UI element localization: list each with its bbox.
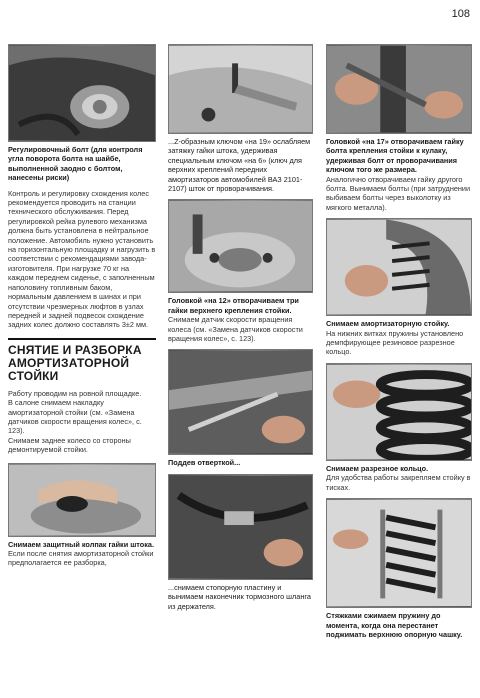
removing-strut-photo [326, 218, 472, 316]
caption-wrench: ...Z-образным ключом «на 19» ослабляем затяжку гайки штока, удерживая специальным ключом «на 6» (ключ для верхних креплений передних амортизаторов автомобилей ВАЗ 2101-2107) шток от проворачивания. [168, 137, 311, 194]
strut-mount-nuts-illustration [169, 200, 312, 292]
caption-screwdriver: Поддев отверткой... [168, 458, 241, 468]
caption-mount-nuts-text: Снимаем датчик скорости вращения колеса (см. «Замена датчиков скорости вращения колес», с. 123). [168, 315, 303, 344]
caption-removing-strut-text: На нижних витках пружины установлено демпфирующее резиновое разрезное кольцо. [326, 328, 464, 357]
brake-hose-illustration [169, 475, 312, 579]
shock-cap-photo [8, 463, 156, 537]
caption-mount-nuts: Головкой «на 12» отворачиваем три гайки верхнего крепления стойки. [168, 296, 299, 315]
brake-hose-photo [168, 474, 313, 580]
column-3 [326, 44, 472, 639]
caption-shock-cap: Снимаем защитный колпак гайки штока. [8, 539, 154, 549]
strut-knuckle-bolt-photo [326, 44, 472, 134]
strut-knuckle-bolt-illustration [327, 45, 471, 133]
alignment-paragraph: Контроль и регулировку схождения колес рекомендуется проводить на станции технического обслуживания. Перед регулировкой рейка рулевого механизма должна быть установлена в нейтральное положение. Автомобиль нужно установить на горизонтальную площадку и нагрузить в соответствии с рекомендациями завода-изготовителя. При нагрузке 70 кг на каждом переднем сиденье, с заполненным наполовину топливным баком, нормальным давлением в шинах и при отсутствии чрезмерных люфтов в узлах передней и задней подвесок схождение задних колес должно составлять 3±2 мм. [8, 188, 156, 330]
screwdriver-bracket-illustration [169, 350, 312, 454]
caption-knuckle-bolt-text: Аналогично отворачиваем гайку другого болта. Вынимаем болты (при затруднении выбиваем болты через выколотку из мягкого металла). [326, 174, 471, 212]
page-number: 108 [451, 8, 470, 20]
section-text: Работу проводим на ровной площадке. В салоне снимаем накладку амортизаторной стойки (см. «Замена датчиков скорости вращения колес», с. 123). Снимаем заднее колесо со стороны демонтируемой стойки. [8, 388, 142, 455]
column-1 [8, 44, 156, 574]
column-2 [168, 44, 313, 611]
section-divider [8, 338, 156, 340]
spring-ring-photo [326, 363, 472, 461]
caption-spring-compressor: Стяжками сжимаем пружину до момента, когда она перестанет поджимать верхнюю опорную чашку. [326, 611, 463, 639]
shock-cap-illustration [9, 464, 155, 536]
screwdriver-bracket-photo [168, 349, 313, 455]
spring-ring-illustration [327, 364, 471, 460]
caption-removing-strut: Снимаем амортизаторную стойку. [326, 319, 450, 329]
section-title: СНЯТИЕ И РАЗБОРКА АМОРТИЗАТОРНОЙ СТОЙКИ [8, 342, 142, 383]
caption-adjusting-bolt: Регулировочный болт (для контроля угла поворота болта на шайбе, выполненной заодно с болтом, нанесены риски) [8, 145, 143, 183]
caption-brake-hose: ...снимаем стопорную пластину и вынимаем наконечник тормозного шланга из держателя. [168, 582, 311, 611]
caption-spring-ring: Снимаем разрезное кольцо. [326, 463, 429, 473]
removing-strut-illustration [327, 219, 471, 315]
adjusting-bolt-illustration [9, 45, 155, 141]
strut-mount-nuts-photo [168, 199, 313, 293]
spring-compressor-photo [326, 498, 472, 608]
caption-shock-cap-text: Если после снятия амортизаторной стойки предполагается ее разборка, [8, 548, 154, 568]
caption-spring-ring-text: Для удобства работы закрепляем стойку в тисках. [326, 473, 471, 492]
spring-compressor-illustration [327, 499, 471, 607]
wrench-strut-top-illustration [169, 45, 312, 133]
adjusting-bolt-photo [8, 44, 156, 142]
caption-knuckle-bolt: Головкой «на 17» отворачиваем гайку болта крепления стойки к кулаку, удерживая болт от проворачивания ключом того же размера. [326, 137, 464, 175]
wrench-strut-top-photo [168, 44, 313, 134]
